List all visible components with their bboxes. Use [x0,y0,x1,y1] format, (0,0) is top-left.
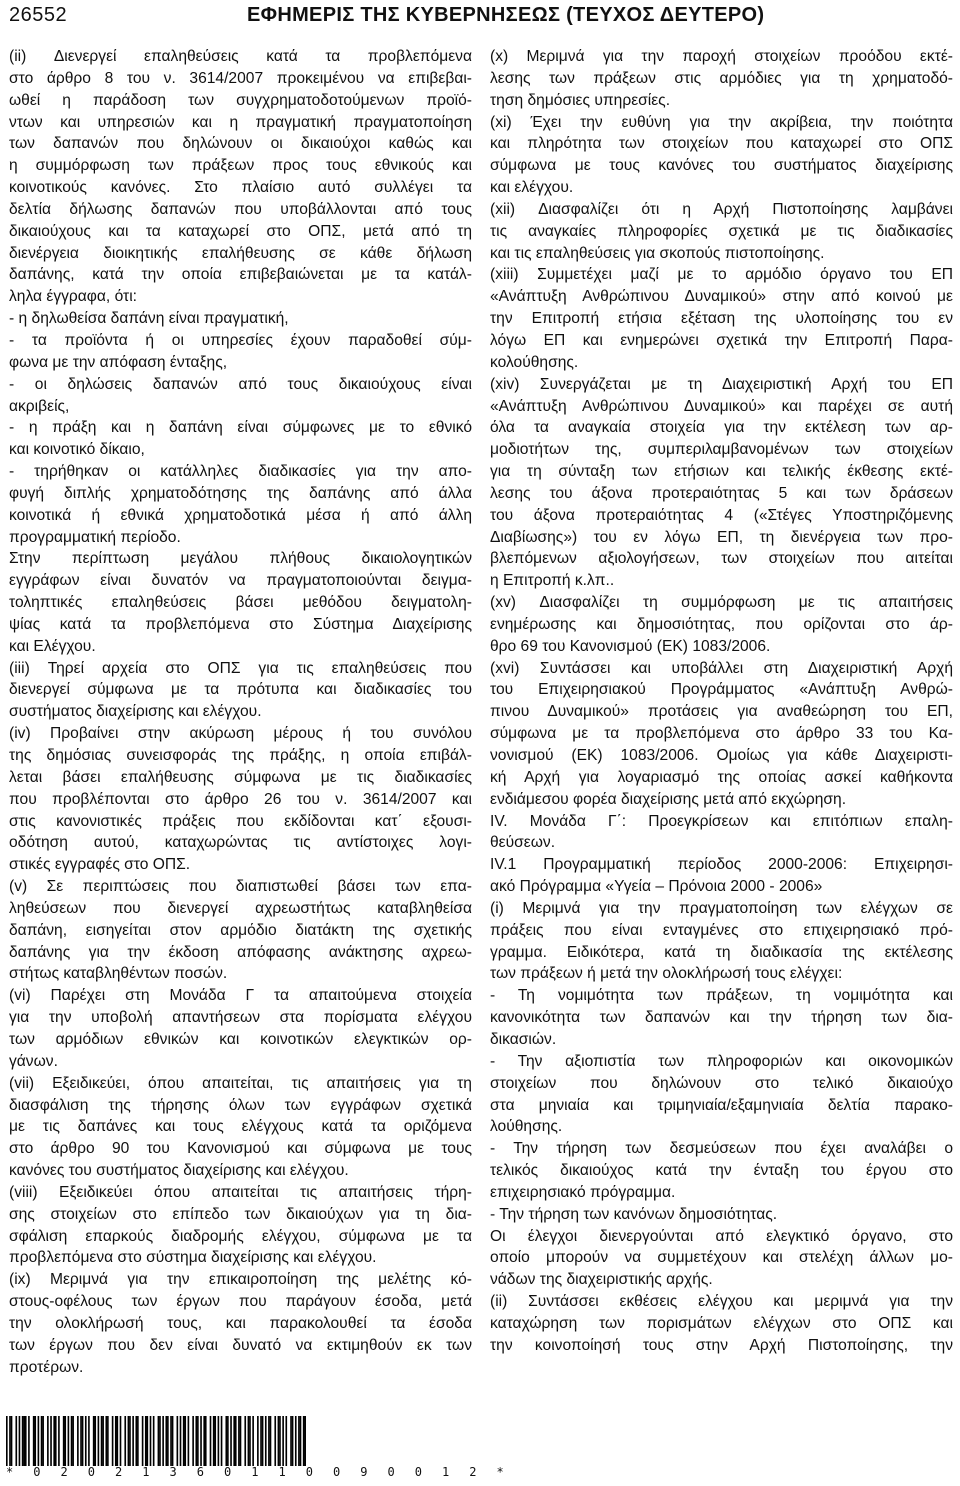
barcode-bar [257,1416,259,1466]
barcode-bar [300,1416,302,1466]
barcode-bar [15,1416,17,1466]
barcode-bar [112,1416,114,1466]
text-line: (iv) Προβαίνει στην ακύρωση μέρους ή του συνόλου [9,725,472,743]
barcode [6,1416,511,1482]
text-line: τοληπτικές επαληθεύσεις βάσει μεθόδου δειγματολη- [9,594,472,612]
text-line: του Επιχειρησιακού Προγράμματος «Ανάπτυξη Ανθρώ- [490,681,953,699]
text-line: δελτία δήλωσης δαπανών που υποβάλλονται από τους [9,200,472,218]
barcode-bar [33,1416,35,1466]
text-line: δαπάνη, εισηγείται στον αρμόδιο διατάκτη της σχετικής [9,921,472,939]
right-column [490,46,953,1357]
barcode-bar [64,1416,66,1466]
barcode-bar [23,1416,25,1466]
text-line: ακό Πρόγραμμα «Υγεία – Πρόνοια 2000 - 2006» [490,878,823,896]
text-line: «Ανάπτυξη Ανθρώπινου Δυναμικού» και παρέχει σε αυτή [490,397,953,415]
text-line: διενέργεια διοικητικής επαλήθευσης σε κάθε δήλωση [9,244,472,262]
text-line: στήτως καταβληθέντων ποσών. [9,965,228,983]
text-line: στο άρθρο 8 του ν. 3614/2007 προκειμένου να επιβεβαι- [9,69,472,87]
barcode-bar [200,1416,202,1466]
text-line: στους-οφέλους των έργων που παράγουν έσοδα, μετά [9,1293,472,1311]
barcode-bar [290,1416,292,1466]
text-line: δαπάνης για την έκδοση απόφασης ανάκτησης αχρεω- [9,943,472,961]
barcode-bar [88,1416,90,1466]
barcode-bar [295,1416,297,1466]
barcode-bars [6,1416,306,1466]
barcode-bar [11,1416,13,1466]
text-line: των δαπανών που δηλώνουν οι δικαιούχοι καθώς και [9,135,472,153]
left-column [9,46,472,1378]
text-line: δαπάνης, κατά την οποία επιβεβαιώνεται με τα κατάλ- [9,266,472,284]
barcode-bar [105,1416,107,1466]
barcode-bar [63,1416,65,1466]
text-line: φυγή διπλής χρηματοδότησης της δαπάνης από άλλα [9,484,472,502]
barcode-bar [71,1416,73,1466]
page-header [9,4,953,32]
text-line: στοιχείων που δηλώνουν στο τελικό δικαιούχο [490,1074,953,1092]
text-line: των έργων που δεν είναι δυνατό να εκτιμηθούν εκ των [9,1336,472,1354]
barcode-bar [304,1416,306,1466]
text-line: του άξονα προτεραιότητας 4 («Στέγες Υποστηριζόμενης [490,506,953,524]
barcode-bar [292,1416,294,1466]
barcode-bar [262,1416,264,1466]
text-line: σης στοιχείων στο επίπεδο των δικαιούχων για τη δια- [9,1205,472,1223]
text-line: γραμμα. Ειδικότερα, κατά τη διαδικασία της εκτέλεσης [490,943,953,961]
barcode-bar [303,1416,305,1466]
text-line: (xvi) Συντάσσει και υποβάλλει στη Διαχειριστική Αρχή [490,659,953,677]
barcode-bar [159,1416,161,1466]
barcode-bar [203,1416,205,1466]
barcode-bar [101,1416,103,1466]
barcode-bar [167,1416,169,1466]
barcode-bar [184,1416,186,1466]
text-line: πινου Δυναμικού» προτάσεις για αναθεώρηση του ΕΠ, [490,703,953,721]
barcode-bar [94,1416,96,1466]
barcode-bar [142,1416,144,1466]
barcode-bar [172,1416,174,1466]
barcode-bar [50,1416,52,1466]
text-line: ληλα έγγραφα, ότι: [9,288,138,306]
text-line: (viii) Εξειδικεύει όπου απαιτείται τις απαιτήσεις τήρη- [9,1183,472,1201]
text-line: για την υποβολή απαντήσεων στα πορίσματα ελέγχου [9,1009,472,1027]
text-line: πράξεις που είναι ενταγμένες στο επιχειρησιακό πρό- [490,921,953,939]
barcode-bar [278,1416,280,1466]
text-line: (x) Μεριμνά για την παροχή στοιχείων προόδου εκτέ- [490,48,953,65]
text-line: την κοινοποίησή τους στην Αρχή Πιστοποίησης, την [490,1336,953,1354]
text-line: τηση δημόσιες υπηρεσίες. [490,91,671,109]
barcode-bar [9,1416,11,1466]
text-line: Οι έλεγχοι διενεργούνται από ελεγκτικό όργανο, στο [490,1227,953,1245]
text-line: Διαβίωσης») του εν λόγω ΕΠ, τη διενέργεια των προ- [490,528,953,546]
text-line: θρο 69 του Κανονισμού (ΕΚ) 1083/2006. [490,637,771,655]
barcode-bar [150,1416,152,1466]
text-line: και Ελέγχου. [9,637,96,655]
text-line: λεται βάσει επαλήθευσης σύμφωνα με τις διαδικασίες [9,768,472,786]
text-line: θεύσεων. [490,834,556,852]
barcode-bar [235,1416,237,1466]
barcode-bar [248,1416,250,1466]
text-line: διενεργεί σύμφωνα με τα πρότυπα και διαδικασίες του [9,681,472,699]
text-line: IV. Μονάδα Γ΄: Προεγκρίσεων και επιτόπιων επαλη- [490,812,953,830]
text-line: (xii) Διασφαλίζει ότι η Αρχή Πιστοποίησης λαμβάνει [490,200,953,218]
text-line: (xiv) Συνεργάζεται με τη Διαχειριστική Αρχή του ΕΠ [490,375,953,393]
text-line: βλεπόμενων αξιολογήσεων, των στοιχείων που αιτείται [490,550,953,568]
text-line: (i) Μεριμνά για την πραγματοποίηση των ελέγχων σε [490,899,953,917]
barcode-bar [132,1416,134,1466]
text-line: δικασιών. [490,1030,557,1048]
text-line: (v) Σε περιπτώσεις που διαπιστωθεί βάσει των επα- [9,878,472,896]
text-line: κοινοτικούς κανόνες. Στο πλαίσιο αυτό συλλέγει τα [9,179,472,197]
barcode-bar [93,1416,95,1466]
text-line: όλα τα αναγκαία στοιχεία για την εκτέλεση των αρ- [490,419,953,437]
text-line: στο άρθρο 90 του Κανονισμού και σύμφωνα με τους [9,1140,472,1158]
barcode-bar [115,1416,117,1466]
barcode-bar [205,1416,207,1466]
barcode-bar [68,1416,70,1466]
text-line: νάδων της διαχειριστικής αρχής. [490,1271,713,1289]
barcode-bar [72,1416,74,1466]
barcode-bar [265,1416,267,1466]
text-line: κανόνες του συστήματος διαχείρισης και ελέγχου. [9,1162,349,1180]
barcode-bar [218,1416,220,1466]
barcode-bar [177,1416,179,1466]
barcode-bar [162,1416,164,1466]
text-line: (vii) Εξειδικεύει, όπου απαιτείται, τις απαιτήσεις για τη [9,1074,472,1092]
barcode-bar [58,1416,60,1466]
text-line: λούθησης. [490,1118,563,1136]
text-line: ληθεύσεων που διενεργεί αχρεωστήτως καταβληθείσα [9,899,472,917]
text-line: λεσης του άξονα προτεραιότητας 5 και των δράσεων [490,484,953,502]
text-line: οποίο μπορούν να συμμετέχουν και στελέχη άλλων μο- [490,1249,953,1267]
text-line: Στην περίπτωση μεγάλου πλήθους δικαιολογητικών [9,550,472,568]
gazette-title: ΕΦΗΜΕΡΙΣ ΤΗΣ ΚΥΒΕΡΝΗΣΕΩΣ (ΤΕΥΧΟΣ ΔΕΥΤΕΡΟ) [247,4,765,26]
text-line: - Την τήρηση των δεσμεύσεων που έχει αναλάβει ο [490,1140,953,1158]
text-line: ψίας κατά τα προβλεπόμενα στο Σύστημα Διαχείρισης [9,615,472,633]
barcode-bar [214,1416,216,1466]
barcode-bar [282,1416,284,1466]
text-line: ενημέρωσης και δημοσιότητας, που ορίζονται στο άρ- [490,615,953,633]
barcode-bar [227,1416,229,1466]
barcode-bar [82,1416,84,1466]
text-line: οδότηση αυτού, καταχωρώντας τις αντίστοιχες λογι- [9,834,472,852]
text-line: φωνα με την απόφαση ένταξης, [9,353,228,371]
barcode-bar [270,1416,272,1466]
barcode-bar [252,1416,254,1466]
barcode-bar [158,1416,160,1466]
barcode-bar [85,1416,87,1466]
text-line: και πληρότητα των στοιχείων που καταχωρεί στο ΟΠΣ [490,135,953,153]
barcode-bar [22,1416,24,1466]
text-line: επιχειρησιακό πρόγραμμα. [490,1183,676,1201]
text-line: προγραμματική περίοδο. [9,528,181,546]
barcode-digits: * 0 2 0 2 1 3 6 0 1 1 0 0 9 0 0 1 2 * [6,1465,511,1479]
text-line: νονισμού (ΕΚ) 1083/2006. Ομοίως για κάθε Διαχειριστι- [490,747,953,764]
text-line: συστήματος διαχείρισης και ελέγχου. [9,703,262,721]
barcode-bar [137,1416,139,1466]
text-line: την ολοκλήρωσή τους, και παρακολουθεί τα έσοδα [9,1314,472,1332]
barcode-bar [145,1416,147,1466]
text-line: την Επιτροπή ετήσια εξέταση της υλοποίησης του εν [490,310,953,328]
text-line: κή Αρχή για λογαριασμό της οποίας ασκεί καθήκοντα [490,768,953,786]
barcode-bar [268,1416,270,1466]
text-line: κανονικότητα των δαπανών και την τήρηση των δια- [490,1009,953,1027]
text-line: και κοινοτικό δίκαιο, [9,441,145,459]
barcode-bar [165,1416,167,1466]
barcode-bar [240,1416,242,1466]
barcode-bar [192,1416,194,1466]
text-line: σύμφωνα με τα προβλεπόμενα στο άρθρο 33 του Κα- [490,725,953,743]
barcode-bar [47,1416,49,1466]
barcode-bar [147,1416,149,1466]
text-line: τελικός δικαιούχος κατά την ένταξη του έργου στο [490,1162,953,1180]
text-line: γάνων. [9,1052,58,1070]
text-line: στις κανονιστικές πράξεις που εκδίδονται κατ΄ εξουσι- [9,812,472,830]
barcode-bar [188,1416,190,1466]
barcode-bar [34,1416,36,1466]
text-line: IV.1 Προγραμματική περίοδος 2000-2006: Επιχειρησι- [490,856,953,874]
text-line: - Τη νομιμότητα των πράξεων, τη νομιμότητα και [490,987,953,1005]
text-line: της δημόσιας συνεισφοράς της πράξης, η οποία επιβάλ- [9,747,472,764]
barcode-bar [221,1416,223,1466]
barcode-bar [129,1416,131,1466]
text-line: - τα προϊόντα ή οι υπηρεσίες έχουν παραδοθεί σύμ- [9,331,472,349]
text-line: - Την αξιοπιστία των πληροφοριών και οικονομικών [490,1052,953,1070]
barcode-bar [180,1416,182,1466]
text-line: - οι δηλώσεις δαπανών από τους δικαιούχους είναι [9,375,472,393]
barcode-bar [298,1416,300,1466]
text-line: κοινοτικά ή εθνικά χρηματοδοτικά μέσα ή από άλλη [9,506,472,524]
barcode-bar [135,1416,137,1466]
barcode-bar [249,1416,251,1466]
barcode-bar [274,1416,276,1466]
barcode-bar [124,1416,126,1466]
text-line: (vi) Παρέχει στη Μονάδα Γ τα απαιτούμενα στοιχεία [9,987,472,1005]
barcode-bar [42,1416,44,1466]
barcode-bar [210,1416,212,1466]
text-line: - τηρήθηκαν οι κατάλληλες διαδικασίες για την απο- [9,463,472,481]
barcode-bar [244,1416,246,1466]
barcode-bar [55,1416,57,1466]
text-line: που προβλέπονται στο άρθρο 26 του ν. 3614/2007 και [9,790,472,808]
text-line: για τη σύνταξη των ετήσιων και τελικής έκθεσης εκτέ- [490,463,953,481]
barcode-bar [6,1416,8,1466]
page-number: 26552 [9,4,68,26]
text-line: καταχώρηση των πορισμάτων ελέγχων στο ΟΠΣ και [490,1314,953,1332]
barcode-bar [38,1416,40,1466]
text-line: - η δηλωθείσα δαπάνη είναι πραγματική, [9,310,289,328]
text-line: (ii) Διενεργεί επαληθεύσεις κατά τα προβλεπόμενα [9,48,472,65]
text-line: με τις δαπάνες και τους ελέγχους κατά τα οριζόμενα [9,1118,472,1136]
barcode-bar [77,1416,79,1466]
barcode-bar [170,1416,172,1466]
barcode-bar [197,1416,199,1466]
barcode-bar [98,1416,100,1466]
text-line: «Ανάπτυξη Ανθρώπινου Δυναμικού» στην από κοινού με [490,288,953,306]
text-line: τις αναγκαίες πληροφορίες σχετικά με τις διαδικασίες [490,222,953,240]
text-line: στα μηνιαία και τριμηνιαία/εξαμηνιαία δελτία παρακο- [490,1096,953,1114]
barcode-bar [260,1416,262,1466]
barcode-bar [120,1416,122,1466]
barcode-bar [279,1416,281,1466]
barcode-bar [225,1416,227,1466]
text-line: δικαιούχους και τα καταχωρεί στο ΟΠΣ, μετά από τη [9,222,472,240]
text-line: των αρμόδιων εθνικών και κοινοτικών ελεγκτικών ορ- [9,1030,472,1048]
text-line: - η πράξη και η δαπάνη είναι σύμφωνες με το εθνικό [9,419,472,437]
barcode-bar [128,1416,130,1466]
barcode-bar [53,1416,55,1466]
text-line: λεσης των πράξεων στις αρμόδιες για τη χρηματοδό- [490,69,953,87]
text-line: η συμμόρφωση των πράξεων προς τους εθνικούς και [9,157,472,175]
barcode-bar [80,1416,82,1466]
barcode-bar [230,1416,232,1466]
barcode-bar [19,1416,21,1466]
barcode-bar [117,1416,119,1466]
text-line: και τις επαληθεύσεις για σκοπούς πιστοποίησης. [490,244,825,262]
text-line: στικές εγγραφές στο ΟΠΣ. [9,856,191,874]
barcode-bar [102,1416,104,1466]
text-line: σφάλιση επαρκούς διαδρομής ελέγχου, σύμφωνα με τα [9,1227,472,1245]
text-line: και ελέγχου. [490,179,574,197]
text-line: (ix) Μεριμνά για την επικαιροποίηση της μελέτης κό- [9,1271,472,1289]
text-line: εγγράφων είναι δυνατόν να πραγματοποιούνται δειγμα- [9,572,472,590]
text-line: διασφάλιση της τήρησης όλων των εγγράφων σχετικά [9,1096,472,1114]
text-line: (xv) Διασφαλίζει τη συμμόρφωση με τις απαιτήσεις [490,594,953,612]
text-line: (iii) Τηρεί αρχεία στο ΟΠΣ για τις επαληθεύσεις που [9,659,472,677]
barcode-bar [28,1416,30,1466]
barcode-bar [107,1416,109,1466]
text-line: (ii) Συντάσσει εκθέσεις ελέγχου και μεριμνά για την [490,1293,953,1311]
text-line: προβλεπόμενα στο σύστημα διαχείρισης και ελέγχου. [9,1249,377,1267]
text-line: λόγω ΕΠ και ενημερώνει σχετικά την Επιτροπή Παρα- [490,331,953,349]
text-line: - Την τήρηση των κανόνων δημοσιότητας. [490,1205,778,1223]
barcode-bar [213,1416,215,1466]
text-line: (xi) Έχει την ευθύνη για την ακρίβεια, την ποιότητα [490,113,953,131]
text-line: των πράξεων ή μετά την ολοκλήρωσή τους ελέγχει: [490,965,843,983]
text-line: ακριβείς, [9,397,70,415]
barcode-bar [238,1416,240,1466]
text-line: ενδιάμεσου φορέα διαχείρισης μετά από εκχώρηση. [490,790,847,808]
text-line: ωθεί η παράδοση των συγχρηματοδοτούμενων προϊό- [9,91,472,109]
text-line: κολούθησης. [490,353,579,371]
text-line: σύμφωνα με τους κανόνες του συστήματος διαχείρισης [490,157,953,175]
barcode-bar [285,1416,287,1466]
barcode-bar [25,1416,27,1466]
text-line: (xiii) Συμμετέχει μαζί με το αρμόδιο όργανο του ΕΠ [490,266,953,284]
barcode-bar [153,1416,155,1466]
text-line: προτέρων. [9,1358,84,1376]
text-line: ντων και υπηρεσιών και η πραγματική πραγματοποίηση [9,113,472,131]
text-line: μοδιοτήτων της, συμπεριλαμβανομένων των στοιχείων [490,441,953,459]
barcode-bar [183,1416,185,1466]
barcode-bar [41,1416,43,1466]
text-line: η Επιτροπή κ.λπ.. [490,572,615,590]
barcode-bar [233,1416,235,1466]
barcode-bar [195,1416,197,1466]
